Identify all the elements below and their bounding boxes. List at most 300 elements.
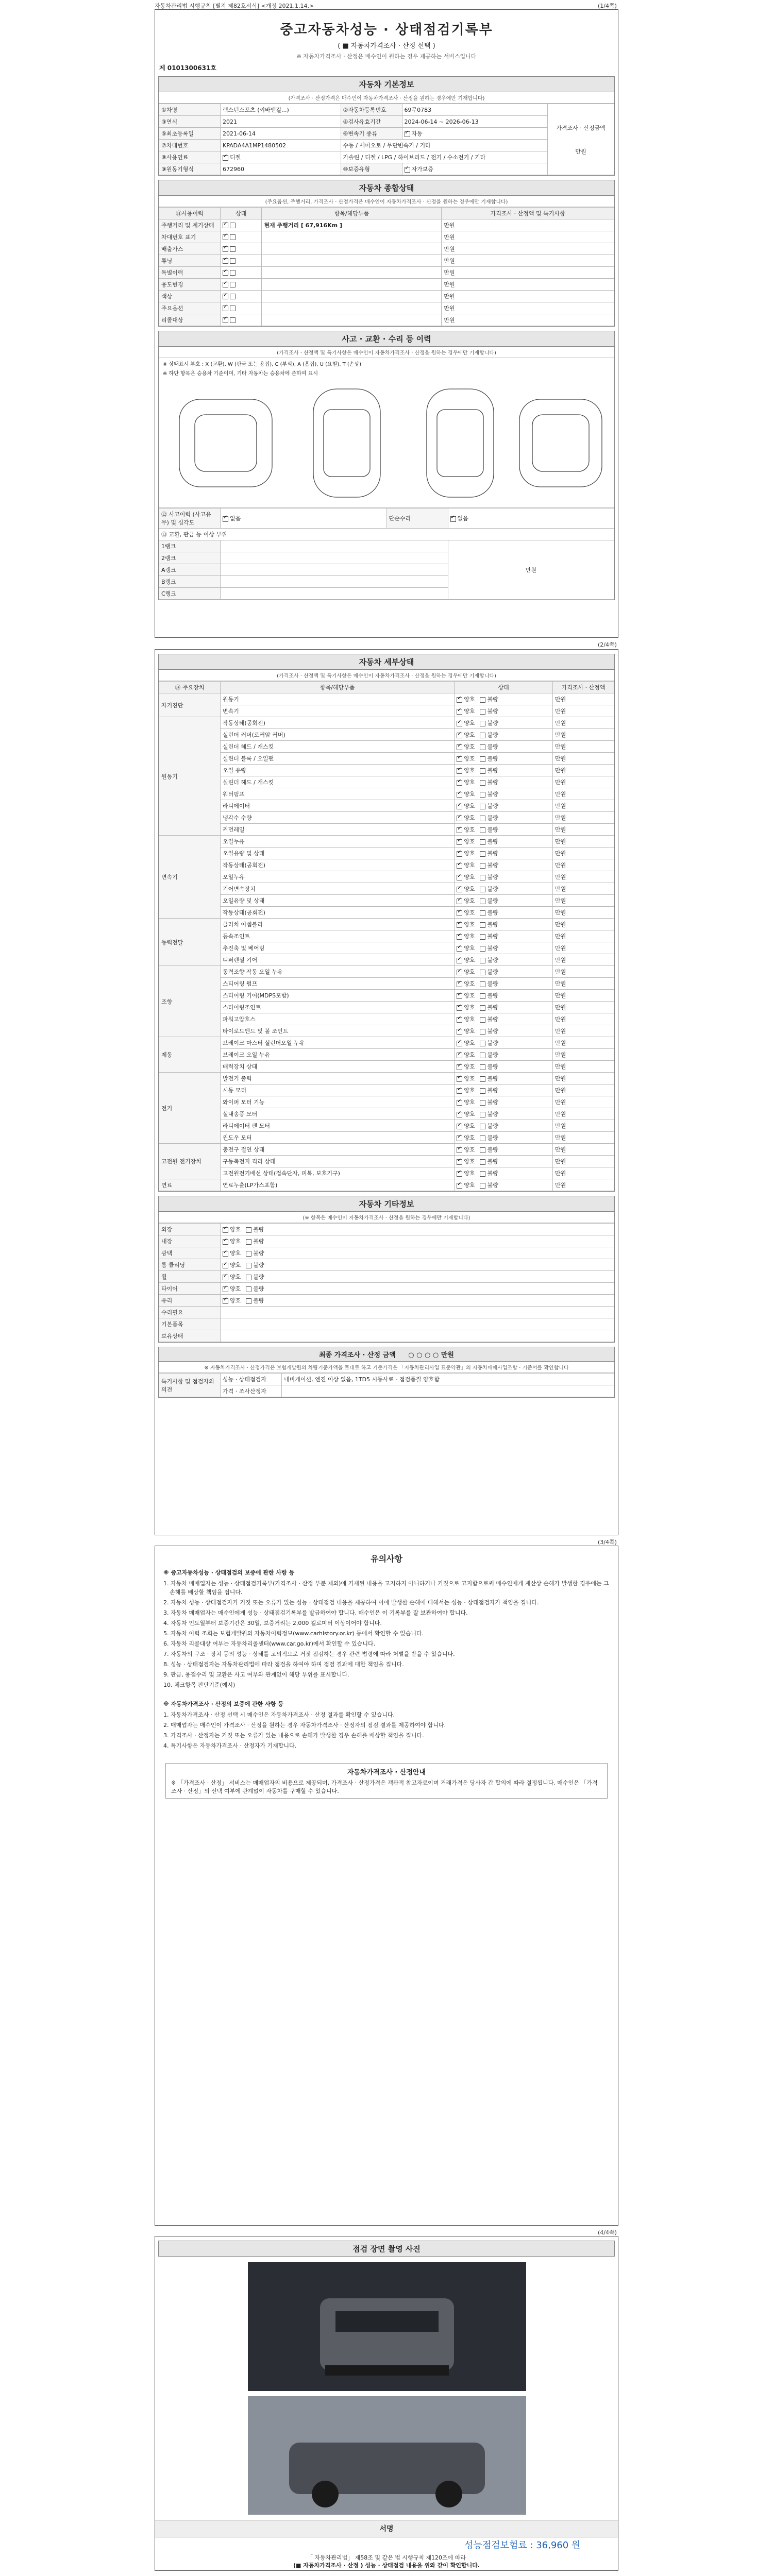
basic-info-table [159,104,614,175]
checkbox-icon [480,1183,485,1189]
state-option [223,1274,241,1280]
section-subtitle: (가격조사 · 산정액 및 특기사항은 매수인이 자동차가격조사 · 산정을 원하는 경우에만 기재합니다) [159,347,614,358]
state-option [457,1028,475,1035]
check-icon [457,1136,462,1141]
check-icon [223,223,228,228]
note-paragraph: 4. 자동차 인도일부터 보증기간은 30일, 보증거리는 2,000 킬로미터 이상이어야 합니다. [163,1620,382,1626]
state-option [457,803,475,809]
part-state [455,1167,553,1179]
checkbox-icon [480,958,485,963]
state-label: 불량 [487,1158,498,1165]
accident-history-label: ⑫ 사고이력 (사고유무) 및 심각도 [159,509,221,529]
state-option [457,897,475,904]
detail-row [159,954,614,966]
part-state [455,1144,553,1156]
item-color: 색상 [159,291,221,302]
state-option [457,921,475,928]
part-name: 발전기 출력 [221,1073,455,1084]
final-price-section [158,1347,615,1398]
state-option [480,921,498,928]
check-icon [457,851,462,857]
check-icon [223,1275,228,1280]
part-state [455,848,553,859]
check-icon [223,1263,228,1268]
part-name: 워터펌프 [221,788,455,800]
state-label: 양호 [464,1052,475,1058]
checkbox-icon [246,1227,251,1233]
warranty-value: 자가보증 [411,166,434,173]
state-option [457,1040,475,1046]
device-group: 동력전달 [159,919,221,966]
check-icon [457,1100,462,1106]
check-icon [457,875,462,880]
price-unit: 만원 [553,919,614,930]
detail-row [159,1156,614,1167]
state-option [457,874,475,880]
price-unit: 만원 [553,1025,614,1037]
part-name: 추진축 및 베어링 [221,942,455,954]
transmission-options: 수동 / 세미오토 / 무단변속기 / 기타 [341,140,548,151]
part-state [455,693,553,705]
checkbox-icon [246,1263,251,1268]
price-unit: 만원 [553,1013,614,1025]
state-label: 불량 [487,921,498,928]
price-unit: 만원 [553,978,614,990]
part-name: 실린더 커버(로커암 커버) [221,729,455,741]
checkbox-icon [480,1017,485,1023]
state-option [480,992,498,999]
checkbox-icon [480,1124,485,1129]
part-name: 윈도우 모터 [221,1132,455,1144]
part-name: 배력장치 상태 [221,1061,455,1073]
other-extra-item: 수리필요 [159,1307,221,1318]
summary-table [159,207,614,326]
part-name: 브레이크 마스터 실린더오일 누유 [221,1037,455,1049]
section-subtitle: (※ 항목은 매수인이 자동차가격조사 · 산정을 원하는 경우에만 기재합니다) [159,1212,614,1223]
odometer-reading: 현재 주행거리 [ 67,916Km ] [262,219,442,231]
inspection-period: 2024-06-14 ~ 2026-06-13 [402,116,548,128]
checkbox-icon [246,1286,251,1292]
state-option [480,933,498,940]
checkbox-icon [480,851,485,857]
price-unit: 만원 [553,741,614,753]
footer-line-1: 「 자동차관리법」 제58조 및 같은 법 시행규칙 제120조에 따라 [307,2554,466,2561]
state-option [457,755,475,762]
checkbox-icon [480,899,485,904]
appraisal-guide-title: 자동차가격조사 · 산정안내 [347,1769,426,1776]
check-icon [457,1171,462,1177]
basic-info-section [158,76,615,176]
appraiser-label: 가격 · 조사산정자 [221,1385,282,1397]
checkbox-icon [480,780,485,786]
accident-history [221,509,387,529]
checkbox-icon [480,1112,485,1117]
checkbox-icon [480,1147,485,1153]
state-label: 불량 [487,886,498,892]
state-option [480,862,498,869]
label-inspection: ④검사유효기간 [341,116,402,128]
state-label: 양호 [230,1262,241,1268]
inspection-photo-front [248,2262,526,2391]
label-year: ③연식 [159,116,221,128]
detail-row [159,1002,614,1013]
price-unit: 만원 [553,1120,614,1132]
device-group: 변속기 [159,836,221,919]
state-option [480,696,498,703]
state-option [457,696,475,703]
parts-title: ⑬ 교환, 판금 등 이상 부위 [159,529,614,540]
detail-row [159,765,614,776]
state-option [223,1285,241,1292]
checkbox-icon [480,981,485,987]
state-option [457,909,475,916]
state-label: 양호 [464,1016,475,1023]
state-label: 양호 [464,708,475,715]
state-label: 양호 [464,1063,475,1070]
state-option [457,1099,475,1106]
part-state [455,942,553,954]
state-label: 양호 [464,815,475,821]
transmission-type [402,128,548,140]
state-label: 불량 [487,874,498,880]
part-state [455,788,553,800]
part-name: 원동기 [221,693,455,705]
label-warranty: ⑩보증유형 [341,163,402,175]
state-label: 불량 [487,838,498,845]
detail-row [159,812,614,824]
state-option [480,1111,498,1117]
state-label: 양호 [464,1134,475,1141]
state-option [457,720,475,726]
state-option [246,1285,264,1292]
check-icon [223,155,228,161]
detail-row [159,1144,614,1156]
device-group: 연료 [159,1179,221,1191]
final-price-label: 최종 가격조사 · 산정 금액 [319,1351,396,1359]
label-plate: ②자동차등록번호 [341,104,402,116]
detail-row [159,705,614,717]
state-option [480,874,498,880]
part-name: 클러치 어셈블리 [221,919,455,930]
state-label: 양호 [464,980,475,987]
check-icon [457,1041,462,1046]
other-item: 유리 [159,1295,221,1307]
state-option [480,838,498,845]
part-name: 구동축전지 격리 상태 [221,1156,455,1167]
col-status: 상태 [221,208,262,219]
state-option [457,1111,475,1117]
detail-row [159,1167,614,1179]
device-group: 전기 [159,1073,221,1144]
check-icon [457,1124,462,1129]
checkbox-icon [230,258,236,264]
state-label: 불량 [487,696,498,703]
checkbox-icon [480,1064,485,1070]
part-name: 오일유량 및 상태 [221,895,455,907]
part-state [455,1049,553,1061]
price-unit: 만원 [553,883,614,895]
checkbox-icon [480,1159,485,1165]
other-row [159,1224,614,1235]
state-label: 양호 [464,909,475,916]
signature-label: 서명 [155,2520,618,2537]
item-usage-change: 용도변경 [159,279,221,291]
other-state [221,1235,614,1247]
detail-row [159,693,614,705]
detail-row [159,1025,614,1037]
part-state [455,1037,553,1049]
checkbox-icon [480,744,485,750]
checkbox-icon [246,1251,251,1257]
state-label: 불량 [487,1087,498,1094]
detail-row [159,1049,614,1061]
label-vin: ⑦차대번호 [159,140,221,151]
part-state [455,824,553,836]
detail-section [158,654,615,1192]
state-label: 양호 [464,886,475,892]
check-icon [457,709,462,715]
check-icon [457,887,462,892]
rank-a: A랭크 [159,564,221,576]
state-label: 불량 [487,803,498,809]
accident-table [159,508,614,600]
state-option [457,1134,475,1141]
section-subtitle: (주요옵션, 주행거리, 가격조사 · 산정가격은 매수인이 자동차가격조사 · 산정을 원하는 경우에만 기재합니다) [159,196,614,207]
note-paragraph: 6. 자동차 리콜대상 여부는 자동차리콜센터(www.car.go.kr)에서 확인할 수 있습니다. [163,1640,376,1647]
check-icon [223,234,228,240]
state-label: 양호 [464,862,475,869]
price-unit: 만원 [553,788,614,800]
part-name: 작동상태(공회전) [221,859,455,871]
price-unit: 만원 [553,1073,614,1084]
notes-section [155,1546,618,1757]
detail-row [159,836,614,848]
state-option [480,1170,498,1177]
document-note: ※ 자동차가격조사 · 산정은 매수인이 원하는 경우 제공하는 서비스입니다 [296,53,477,60]
price-unit: 만원 [553,836,614,848]
state-option [480,909,498,916]
state-label: 양호 [464,838,475,845]
detail-row [159,919,614,930]
part-name: 연료누출(LP가스포함) [221,1179,455,1191]
part-name: 스티어링 펌프 [221,978,455,990]
price-unit: 만원 [553,848,614,859]
state-option [457,992,475,999]
other-state [221,1247,614,1259]
state-label: 불량 [487,957,498,963]
price-unit: 만원 [553,942,614,954]
checkbox-icon [230,306,236,311]
state-option [457,957,475,963]
price-unit: 만원 [442,255,614,267]
page-strip-2 [0,639,773,648]
detail-table [159,681,614,1191]
check-icon [457,839,462,845]
part-state [455,1084,553,1096]
page-2 [155,649,618,1535]
price-unit: 만원 [553,1061,614,1073]
part-name: 작동상태(공회전) [221,717,455,729]
col-state: 상태 [455,682,553,693]
document-number: 제 0101300631호 [159,64,216,72]
state-label: 양호 [464,945,475,952]
section-title: 자동차 세부상태 [159,654,614,670]
state-label: 양호 [464,1040,475,1046]
rank-1: 1랭크 [159,540,221,552]
state-option [246,1250,264,1257]
check-icon [457,816,462,821]
state-option [457,1087,475,1094]
state-option [480,969,498,975]
checkbox-icon [480,792,485,798]
check-icon [457,946,462,952]
state-label: 양호 [230,1274,241,1280]
detail-row [159,776,614,788]
other-extra-row [159,1330,614,1342]
check-icon [457,1112,462,1117]
check-icon [223,1286,228,1292]
note-paragraph: 2. 매매업자는 매수인이 가격조사 · 산정을 원하는 경우 자동차가격조사 · 산정자의 점검 결과를 제공하여야 합니다. [163,1722,446,1728]
state-label: 불량 [487,969,498,975]
checkbox-icon [480,993,485,999]
engine-type: 672960 [221,163,341,175]
state-label: 불량 [487,1123,498,1129]
footer-line-2: (■ 자동차가격조사 · 산정 ) 성능 · 상태점검 내용을 위와 같이 확인합니다. [293,2562,480,2569]
check-icon [223,282,228,287]
detail-row [159,729,614,741]
check-icon [457,733,462,738]
price-unit: 만원 [553,1132,614,1144]
state-label: 불량 [253,1297,264,1304]
price-unit: 만원 [553,1084,614,1096]
checkbox-icon [480,1041,485,1046]
check-icon [457,1088,462,1094]
document-title: 중고자동차성능 · 상태점검기록부 [280,22,493,38]
price-cell [548,104,614,175]
checkbox-icon [246,1239,251,1245]
state-option [457,791,475,798]
state-label: 양호 [464,1146,475,1153]
price-unit: 만원 [442,314,614,326]
state-label: 불량 [487,826,498,833]
state-label: 불량 [253,1250,264,1257]
detail-row [159,990,614,1002]
check-icon [457,1005,462,1011]
state-option [480,1158,498,1165]
note-paragraph: 9. 판금, 용접수리 및 교환은 사고 여부와 관계없이 해당 부위를 표시합니다. [163,1671,349,1678]
state-option [480,1028,498,1035]
detail-row [159,907,614,919]
document-subtitle: ( ■ 자동차가격조사 · 산정 선택 ) [338,42,435,50]
checkbox-icon [230,234,236,240]
detail-row [159,1120,614,1132]
page-number: (3/4쪽) [598,1539,617,1546]
state-label: 불량 [487,1063,498,1070]
special-label: 특기사항 및 점검자의 의견 [159,1374,221,1397]
price-unit: 만원 [553,990,614,1002]
item-recall: 리콜대상 [159,314,221,326]
check-icon [457,744,462,750]
device-group: 자기진단 [159,693,221,717]
check-icon [457,910,462,916]
state-label: 양호 [464,969,475,975]
check-icon [457,1147,462,1153]
part-state [455,1179,553,1191]
checkbox-icon [480,1005,485,1011]
price-unit: 만원 [442,291,614,302]
device-group: 조향 [159,966,221,1037]
check-icon [457,981,462,987]
check-icon [405,167,410,173]
part-state [455,919,553,930]
other-row [159,1283,614,1295]
check-icon [457,721,462,726]
state-option [480,791,498,798]
note-paragraph: 8. 성능 · 상태점검자는 자동차관리법에 따라 점검을 하여야 하며 점검 결과에 대한 책임을 집니다. [163,1661,404,1668]
price-unit: 만원 [553,693,614,705]
fuel-type [221,151,341,163]
notes-heading-2: ※ 자동차가격조사 · 산정의 보증에 관한 사항 등 [163,1701,283,1707]
state-label: 불량 [487,1134,498,1141]
check-icon [223,1227,228,1233]
checkbox-icon [230,294,236,299]
part-state [455,930,553,942]
state-label: 양호 [464,1123,475,1129]
state-option [246,1274,264,1280]
notes-list-1 [163,1579,610,1689]
state-option [480,815,498,821]
price-unit: 만원 [442,243,614,255]
state-label: 불량 [487,1004,498,1011]
price-unit: 만원 [553,895,614,907]
state-option [480,708,498,715]
checkbox-icon [480,1053,485,1058]
state-option [480,897,498,904]
state-option [480,1134,498,1141]
page-1 [155,9,618,638]
col-price: 가격조사 · 산정액 [553,682,614,693]
check-icon [457,863,462,869]
state-label: 불량 [487,1099,498,1106]
state-label: 불량 [487,755,498,762]
checkbox-icon [480,709,485,715]
vin: KPADA4A1MP1480502 [221,140,341,151]
part-state [455,966,553,978]
page-strip-1 [0,0,773,9]
price-unit: 만원 [553,705,614,717]
rank-2: 2랭크 [159,552,221,564]
other-extra-row [159,1307,614,1318]
state-label: 불량 [487,708,498,715]
state-option [457,862,475,869]
other-extra-value [221,1318,614,1330]
detail-row [159,1132,614,1144]
part-name: 커먼레일 [221,824,455,836]
state-label: 양호 [464,720,475,726]
photo-section-title: 점검 장면 촬영 사진 [158,2241,615,2257]
checkbox-icon [480,875,485,880]
price-unit: 만원 [553,765,614,776]
section-title: 자동차 기본정보 [159,77,614,92]
detail-row [159,871,614,883]
part-name: 실린더 헤드 / 개스킷 [221,741,455,753]
state-label: 양호 [230,1285,241,1292]
part-state [455,907,553,919]
note-paragraph: 1. 자동차 매매업자는 성능 · 상태점검기록부(가격조사 · 산정 부분 제외)에 기재된 내용을 고지하지 아니하거나 거짓으로 고지함으로써 매수인에게 재산상 손해가 발생한 경우에는 그 손해를 배상할 책임을 집니다. [163,1580,609,1596]
other-row [159,1235,614,1247]
part-state [455,1061,553,1073]
price-label: 가격조사 · 산정금액 [556,124,606,131]
